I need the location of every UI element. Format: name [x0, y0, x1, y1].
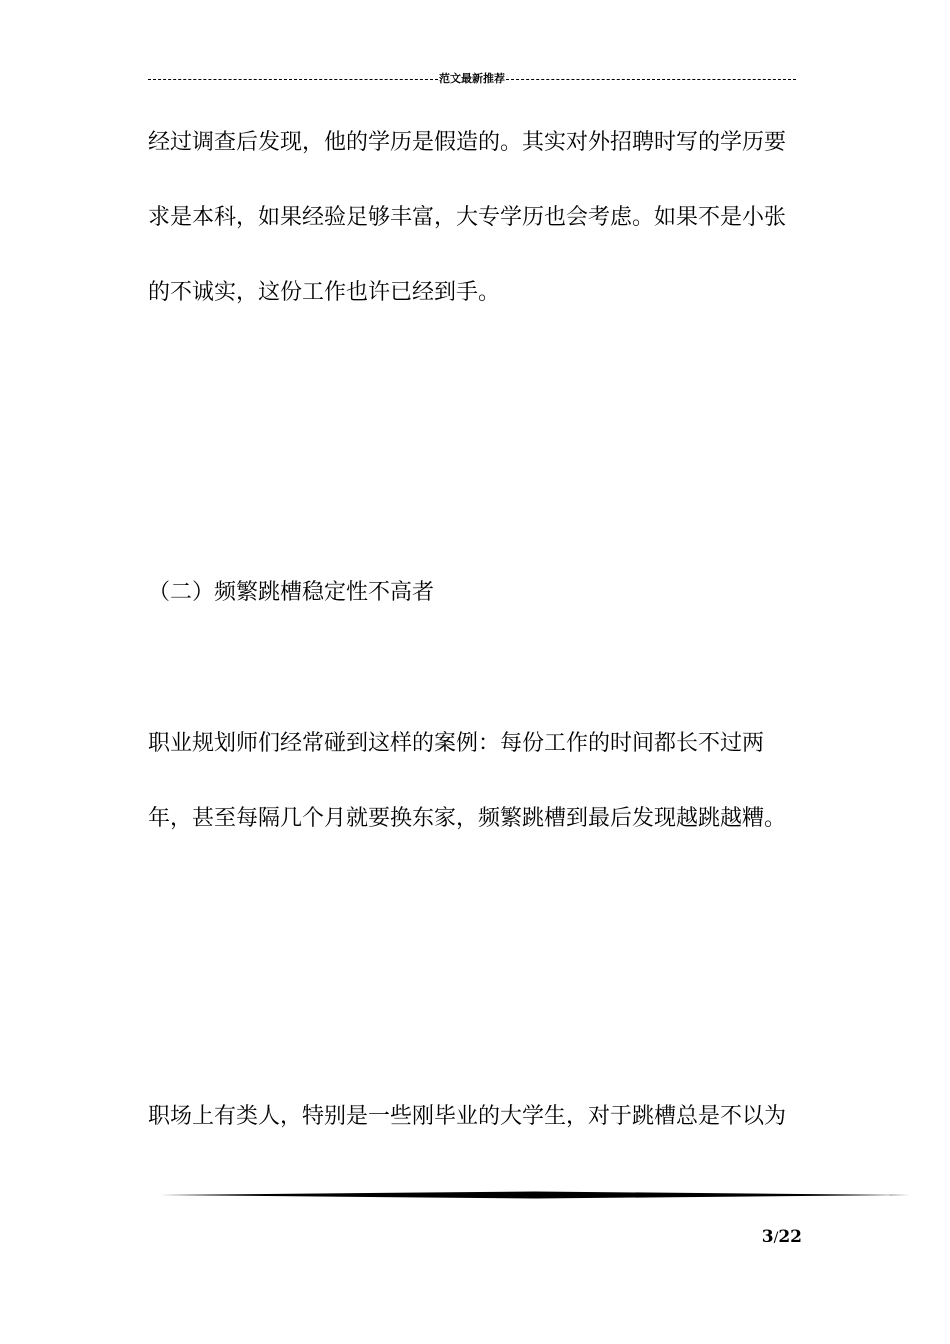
- paragraph-line: 经过调查后发现，他的学历是假造的。其实对外招聘时写的学历要: [148, 130, 787, 155]
- paragraph-3: [148, 1079, 808, 1154]
- header-dash-right: [506, 79, 796, 80]
- page-separator: /: [773, 1230, 779, 1246]
- section-heading: [148, 555, 808, 630]
- paragraph-line: 职业规划师们经常碰到这样的案例：每份工作的时间都长不过两: [148, 731, 765, 756]
- footer-divider: [160, 1191, 910, 1199]
- section-heading-text: （二）频繁跳槽稳定性不高者: [148, 580, 435, 605]
- header-dash-left: [148, 79, 438, 80]
- total-pages: 22: [778, 1227, 802, 1247]
- paragraph-line: 求是本科，如果经验足够丰富，大专学历也会考虑。如果不是小张: [148, 205, 787, 230]
- paragraph-line: 年，甚至每隔几个月就要换东家，频繁跳槽到最后发现越跳越糟。: [148, 806, 787, 831]
- paragraph-line: 职场上有类人，特别是一些刚毕业的大学生，对于跳槽总是不以为: [148, 1104, 787, 1129]
- header-title: 范文最新推荐: [439, 72, 505, 85]
- page-number: [740, 1227, 802, 1247]
- paragraph-1: [148, 105, 808, 330]
- page-header: [148, 70, 796, 88]
- current-page: 3: [761, 1227, 774, 1247]
- paragraph-line: 的不诚实，这份工作也许已经到手。: [148, 280, 501, 305]
- paragraph-2: [148, 706, 808, 856]
